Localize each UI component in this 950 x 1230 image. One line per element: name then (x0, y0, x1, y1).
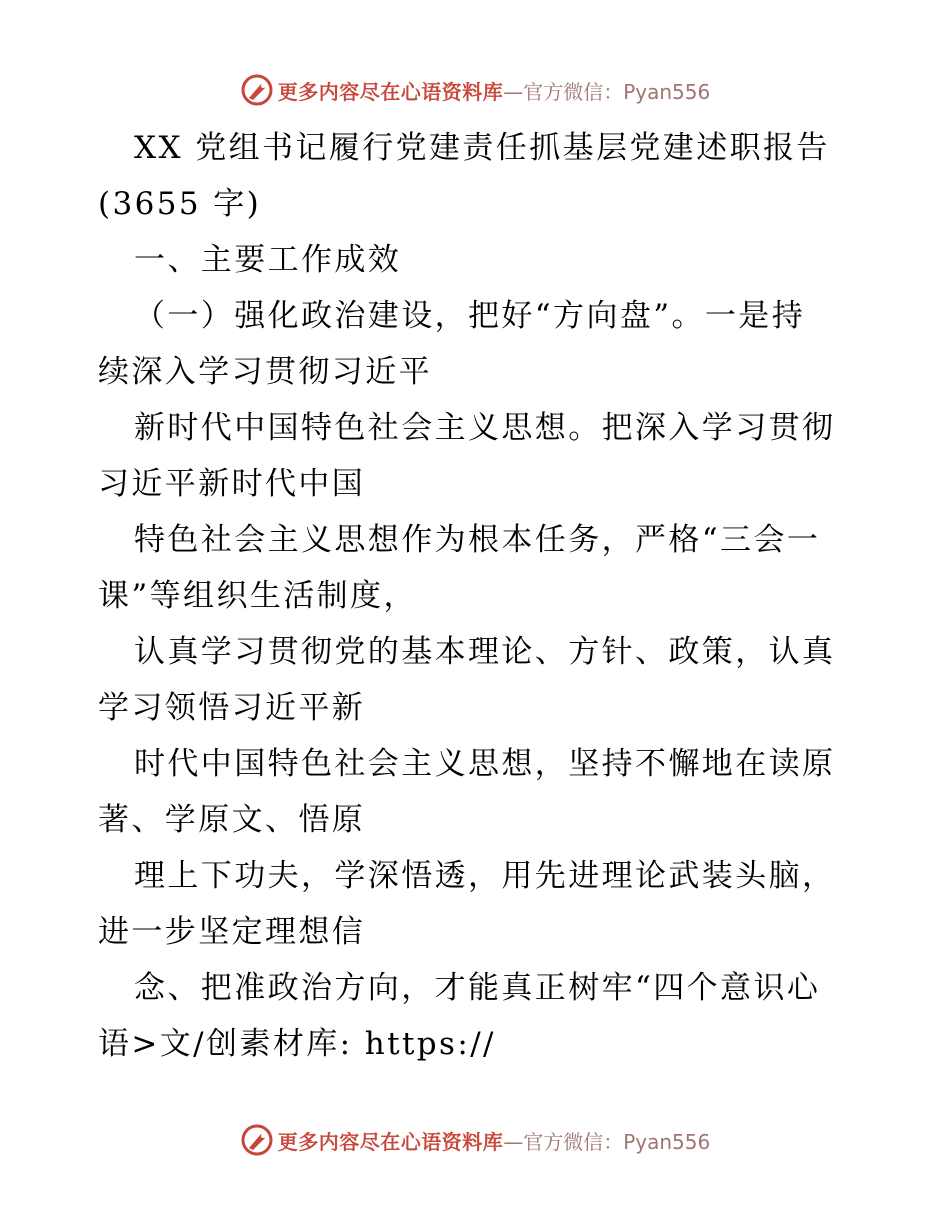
paragraph-line: 著、学原文、悟原 (98, 802, 366, 838)
banner-promo-text: 更多内容尽在心语资料库 (277, 79, 504, 104)
footer-watermark-banner (0, 1120, 950, 1160)
paragraph-line: 念、把准政治方向，才能真正树牢“四个意识心 (134, 970, 821, 1006)
pen-nib-logo-icon (240, 1123, 274, 1157)
paragraph-line: 时代中国特色社会主义思想，坚持不懈地在读原 (134, 746, 836, 782)
paragraph-line: 续深入学习贯彻习近平 (98, 354, 432, 390)
paragraph-line: 学习领悟习近平新 (98, 690, 366, 726)
section-heading: 一、主要工作成效 (134, 242, 402, 278)
header-watermark-banner (0, 70, 950, 110)
paragraph-line: （一）强化政治建设，把好“方向盘”。一是持 (134, 298, 806, 334)
document-title-line-1: XX 党组书记履行党建责任抓基层党建述职报告 (134, 130, 830, 166)
paragraph-line: 特色社会主义思想作为根本任务，严格“三会一 (134, 522, 821, 558)
paragraph-line: 进一步坚定理想信 (98, 914, 366, 950)
document-title-line-2: (3655 字) (98, 186, 262, 222)
banner-promo-text: 更多内容尽在心语资料库 (277, 1129, 504, 1154)
paragraph-line: 语>文/创素材库: https:// (98, 1026, 496, 1062)
paragraph-line: 认真学习贯彻党的基本理论、方针、政策，认真 (134, 634, 836, 670)
paragraph-line: 课”等组织生活制度， (98, 578, 417, 614)
pen-nib-logo-icon (240, 73, 274, 107)
paragraph-line: 新时代中国特色社会主义思想。把深入学习贯彻 (134, 410, 836, 446)
banner-contact-text: —官方微信：Pyan556 (503, 79, 711, 104)
document-body (98, 120, 858, 1072)
banner-contact-text: —官方微信：Pyan556 (503, 1129, 711, 1154)
paragraph-line: 习近平新时代中国 (98, 466, 366, 502)
paragraph-line: 理上下功夫，学深悟透，用先进理论武装头脑， (134, 858, 836, 894)
